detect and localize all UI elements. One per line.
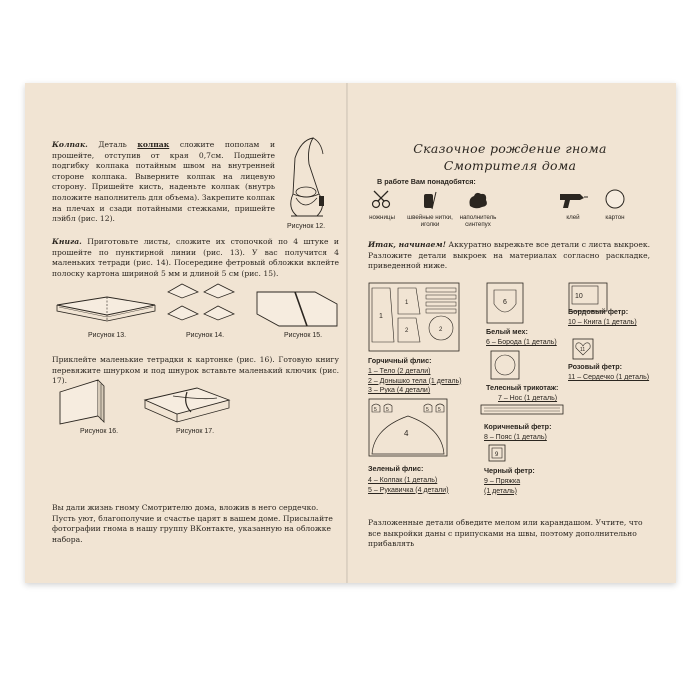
hat-text-a: Деталь [87, 140, 138, 149]
filler-icon [466, 190, 490, 210]
mustard-item: 1 – Тело (2 детали) [368, 368, 431, 375]
mustard-list [368, 367, 462, 396]
mustard-item: 3 – Рука (4 детали) [368, 387, 431, 394]
white-fur-layout [486, 282, 524, 324]
figure-13-open-book [55, 287, 160, 329]
figure-17-tied-book [143, 386, 231, 426]
tool-label: наполнитель синтепух [459, 214, 497, 228]
hat-keyword: колпак [137, 140, 170, 149]
burgundy-item: 10 – Книга (1 деталь) [568, 319, 637, 326]
figure-14-caption: Рисунок 14. [186, 332, 225, 339]
mustard-title: Горчичный флис: [368, 356, 432, 365]
bottom-paragraph: Разложенные детали обведите мелом или карандашом. Учтите, что все выкройки даны с припусками на швы, поэтому дополнительно прибавлять [368, 518, 643, 549]
figure-17-caption: Рисунок 17. [176, 428, 215, 435]
page-subtitle: Смотрителя дома [443, 158, 577, 173]
flesh-knit-layout [490, 350, 520, 380]
figure-16-book-spine [58, 378, 118, 426]
hat-text: сложите пополам и прошейте, отступив от края 0,7см. Подшейте подгибку колпака потайным швом на внутренней стороне колпака. Выверните колпак на лицевую сторону. Пришейте кисть, наденьте колпак (внутрь положите наполнитель для объема). Закрепите колпак на плечах и сзади потайными стежками, пришейте лэйбл (рис. 12). [52, 140, 276, 224]
knit-item: 7 – Нос (1 деталь) [498, 395, 558, 402]
center-fold [346, 83, 348, 583]
black-list [484, 477, 520, 496]
svg-text:9: 9 [495, 452, 499, 458]
svg-text:1: 1 [379, 313, 383, 320]
brown-item: 8 – Пояс (1 деталь) [484, 434, 547, 441]
tool-scissors [358, 190, 406, 221]
tool-label: картон [605, 214, 625, 221]
figure-14-notebooks [164, 280, 244, 330]
svg-text:5: 5 [386, 407, 389, 413]
tool-label: ножницы [369, 214, 395, 221]
black-item: (1 деталь) [484, 487, 517, 495]
tool-filler [454, 190, 502, 228]
figure-12-caption: Рисунок 12. [287, 223, 326, 230]
tool-glue [549, 190, 597, 221]
svg-text:5: 5 [426, 407, 429, 413]
figure-15-caption: Рисунок 15. [284, 332, 323, 339]
green-list [368, 476, 449, 495]
tool-cardboard [591, 188, 639, 221]
svg-text:2: 2 [439, 327, 443, 333]
hat-heading: Колпак. [52, 140, 88, 149]
tool-label: швейные нитки, иголки [407, 214, 453, 228]
tool-label: клей [566, 214, 580, 221]
figure-15-cover [255, 290, 340, 328]
thread-needle-icon [418, 190, 442, 210]
gnome-illustration [283, 138, 333, 222]
brown-felt-layout [480, 404, 564, 416]
green-fleece-layout [368, 398, 448, 458]
green-title: Зеленый флис: [368, 464, 424, 473]
book-paragraph [52, 237, 339, 279]
svg-text:4: 4 [404, 429, 409, 438]
green-item: 4 – Колпак (1 деталь) [368, 477, 438, 484]
svg-text:11: 11 [580, 347, 586, 353]
book-text: Приготовьте листы, сложите их стопочкой по 4 штуке и прошейте по пунктирной линии (рис. 13). У вас получится 4 маленьких тетради (рис. 14). Посередине фетровый обложки вклейте полоску картона шириной 5 мм и длиной 5 см (рис. 15). [52, 237, 339, 278]
hat-paragraph [52, 140, 275, 225]
svg-text:10: 10 [575, 293, 583, 300]
cardboard-icon [603, 188, 627, 210]
svg-text:1: 1 [405, 300, 409, 306]
begin-heading: Итак, начинаем! [368, 240, 446, 249]
svg-text:2: 2 [405, 328, 409, 334]
burgundy-title: Бордовый фетр: [568, 307, 629, 316]
svg-text:5: 5 [374, 407, 377, 413]
fur-item: 6 – Борода (1 деталь) [486, 339, 557, 346]
mustard-fleece-layout [368, 282, 460, 352]
book-heading: Книга. [52, 237, 82, 246]
svg-text:5: 5 [438, 407, 441, 413]
green-item: 5 – Рукавичка (4 детали) [368, 486, 449, 494]
pink-item: 11 – Сердечко (1 деталь) [568, 374, 650, 381]
svg-text:6: 6 [503, 299, 507, 306]
brown-title: Коричневый фетр: [484, 422, 552, 431]
tool-thread [406, 190, 454, 228]
begin-paragraph [368, 240, 650, 272]
tools-heading: В работе Вам понадобятся: [377, 177, 476, 186]
figure-16-caption: Рисунок 16. [80, 428, 119, 435]
pink-felt-layout [572, 338, 594, 360]
mustard-item: 2 – Донышко тела (1 деталь) [368, 377, 462, 385]
scissors-icon [370, 190, 394, 210]
fur-title: Белый мех: [486, 327, 528, 336]
pink-title: Розовый фетр: [568, 362, 623, 371]
begin-text: Аккуратно вырежьте все детали с листа выкроек. Разложите детали выкроек на материалах согласно раскладке, приведенной ниже. [368, 240, 650, 271]
figure-13-caption: Рисунок 13. [88, 332, 127, 339]
black-item: 9 – Пряжка [484, 478, 521, 485]
glue-gun-icon [558, 190, 588, 210]
glue-paragraph: Приклейте маленькие тетрадки к картонке (рис. 16). Готовую книгу перевяжите шнурком и под шнурок вставьте маленький ключик (рис. 17). [52, 355, 339, 386]
closing-paragraph: Вы дали жизнь гному Смотрителю дома, вложив в него сердечко. Пусть уют, благополучие и счастье царят в вашем доме. Присылайте фотографии гнома в нашу группу ВКонтакте, указанную на обложке набора. [52, 503, 333, 544]
black-felt-layout [488, 444, 506, 462]
black-title: Черный фетр: [484, 466, 535, 475]
knit-title: Телесный трикотаж: [486, 383, 559, 392]
page-title: Сказочное рождение гнома [413, 141, 607, 156]
